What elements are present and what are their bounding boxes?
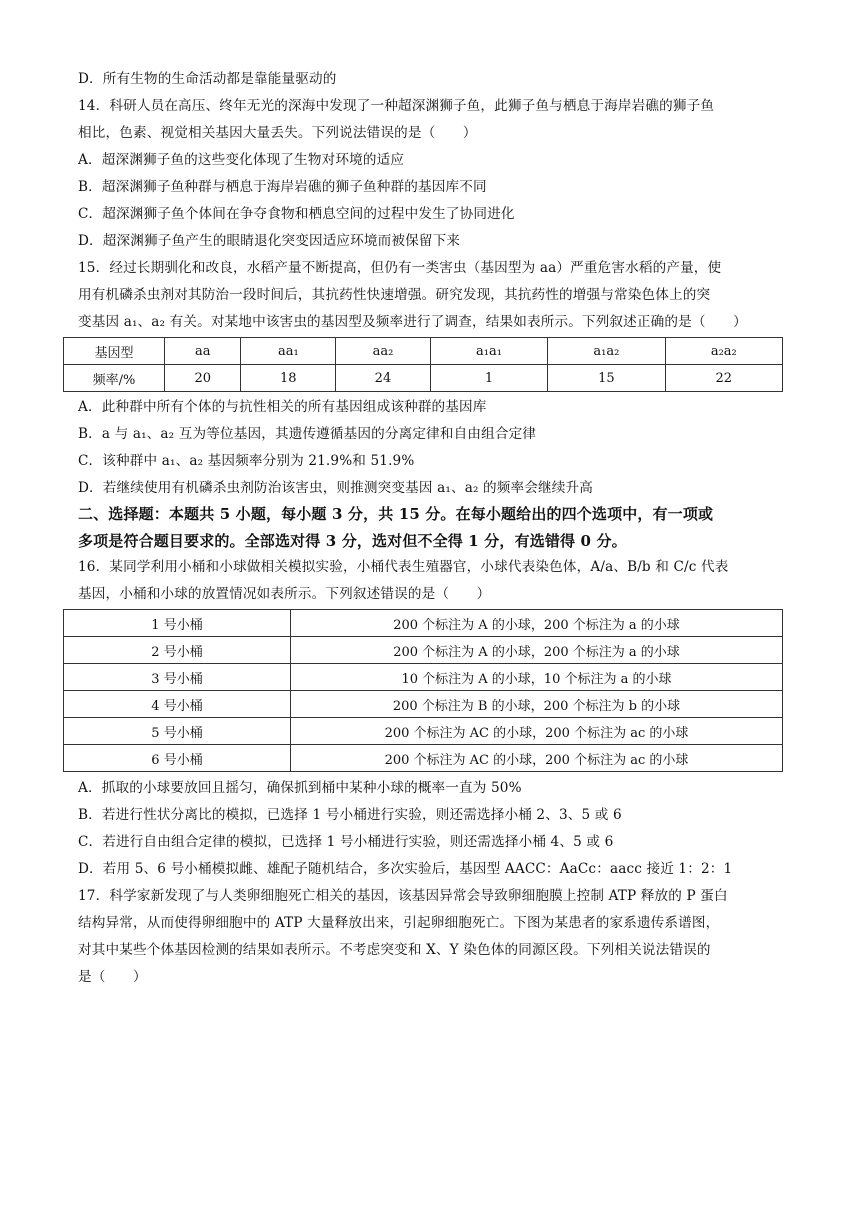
table-row [64, 637, 783, 664]
q16-option-c: C．若进行自由组合定律的模拟，已选择 1 号小桶进行实验，则还需选择小桶 4、5 或 6 [78, 834, 614, 850]
bucket-cell: 6 号小桶 [64, 745, 291, 772]
q15-option-d: D．若继续使用有机磷杀虫剂防治该害虫，则推测突变基因 a₁、a₂ 的频率会继续升高 [78, 480, 593, 496]
content-cell: 200 个标注为 A 的小球，200 个标注为 a 的小球 [291, 610, 783, 637]
frequency-cell: 18 [241, 365, 336, 392]
bucket-cell: 2 号小桶 [64, 637, 291, 664]
content-cell: 200 个标注为 AC 的小球，200 个标注为 ac 的小球 [291, 745, 783, 772]
content-cell: 200 个标注为 AC 的小球，200 个标注为 ac 的小球 [291, 718, 783, 745]
genotype-cell: a₁a₂ [548, 338, 665, 365]
q13-option-d: D．所有生物的生命活动都是靠能量驱动的 [78, 71, 337, 87]
table-row [64, 610, 783, 637]
q16-option-b: B．若进行性状分离比的模拟，已选择 1 号小桶进行实验，则还需选择小桶 2、3、5 或 6 [78, 807, 622, 823]
q14-option-a: A．超深渊狮子鱼的这些变化体现了生物对环境的适应 [78, 152, 405, 168]
q16-option-a: A．抓取的小球要放回且摇匀，确保抓到桶中某种小球的概率一直为 50% [78, 780, 522, 796]
section-2-heading-line-2: 多项是符合题目要求的。全部选对得 3 分，选对但不全得 1 分，有选错得 0 分。 [78, 532, 627, 550]
q17-stem-line-3: 对其中某些个体基因检测的结果如表所示。不考虑突变和 X、Y 染色体的同源区段。下列相关说法错误的 [78, 942, 711, 958]
q17-stem-line-4: 是（ ） [78, 969, 147, 985]
table-row [64, 338, 783, 365]
genotype-cell: aa₂ [336, 338, 431, 365]
q16-stem-line-2: 基因，小桶和小球的放置情况如表所示。下列叙述错误的是（ ） [78, 586, 491, 602]
q16-stem-line-1: 16．某同学利用小桶和小球做相关模拟实验，小桶代表生殖器官，小球代表染色体，A/a、B/b 和 C/c 代表 [78, 559, 729, 575]
bucket-cell: 1 号小桶 [64, 610, 291, 637]
q15-stem-line-2: 用有机磷杀虫剂对其防治一段时间后，其抗药性快速增强。研究发现，其抗药性的增强与常染色体上的突 [78, 287, 711, 303]
q17-stem-line-1: 17．科学家新发现了与人类卵细胞死亡相关的基因，该基因异常会导致卵细胞膜上控制 ATP 释放的 P 蛋白 [78, 888, 728, 904]
q14-option-b: B．超深渊狮子鱼种群与栖息于海岸岩礁的狮子鱼种群的基因库不同 [78, 179, 487, 195]
q16-option-d: D．若用 5、6 号小桶模拟雌、雄配子随机结合，多次实验后，基因型 AACC：AaCc：aacc 接近 1：2：1 [78, 861, 733, 877]
table-row [64, 718, 783, 745]
genotype-cell: a₂a₂ [665, 338, 782, 365]
section-2-heading-line-1: 二、选择题：本题共 5 小题，每小题 3 分，共 15 分。在每小题给出的四个选项中，有一项或 [78, 505, 714, 523]
content-cell: 200 个标注为 B 的小球，200 个标注为 b 的小球 [291, 691, 783, 718]
q15-stem-line-3: 变基因 a₁、a₂ 有关。对某地中该害虫的基因型及频率进行了调查，结果如表所示。下列叙述正确的是（ ） [78, 314, 747, 330]
q15-option-b: B．a 与 a₁、a₂ 互为等位基因，其遗传遵循基因的分离定律和自由组合定律 [78, 426, 537, 442]
q15-option-a: A．此种群中所有个体的与抗性相关的所有基因组成该种群的基因库 [78, 399, 487, 415]
q16-bucket-table [63, 609, 783, 772]
table-row [64, 691, 783, 718]
table-row [64, 365, 783, 392]
table-row [64, 745, 783, 772]
q14-option-c: C．超深渊狮子鱼个体间在争夺食物和栖息空间的过程中发生了协同进化 [78, 206, 515, 222]
q17-stem-line-2: 结构异常，从而使得卵细胞中的 ATP 大量释放出来，引起卵细胞死亡。下图为某患者的家系遗传系谱图， [78, 915, 720, 931]
content-cell: 10 个标注为 A 的小球，10 个标注为 a 的小球 [291, 664, 783, 691]
q15-genotype-table [63, 337, 783, 392]
q14-option-d: D．超深渊狮子鱼产生的眼睛退化突变因适应环境而被保留下来 [78, 233, 461, 249]
bucket-cell: 5 号小桶 [64, 718, 291, 745]
q15-option-c: C．该种群中 a₁、a₂ 基因频率分别为 21.9%和 51.9% [78, 453, 415, 469]
frequency-cell: 15 [548, 365, 665, 392]
genotype-cell: a₁a₁ [430, 338, 547, 365]
frequency-cell: 22 [665, 365, 782, 392]
frequency-cell: 20 [165, 365, 241, 392]
q14-stem-line-1: 14．科研人员在高压、终年无光的深海中发现了一种超深渊狮子鱼，此狮子鱼与栖息于海岸岩礁的狮子鱼 [78, 98, 715, 114]
frequency-cell: 24 [336, 365, 431, 392]
frequency-cell: 1 [430, 365, 547, 392]
bucket-cell: 3 号小桶 [64, 664, 291, 691]
bucket-cell: 4 号小桶 [64, 691, 291, 718]
genotype-header: 基因型 [64, 338, 165, 365]
genotype-cell: aa [165, 338, 241, 365]
table-row [64, 664, 783, 691]
q14-stem-line-2: 相比，色素、视觉相关基因大量丢失。下列说法错误的是（ ） [78, 125, 477, 141]
frequency-header: 频率/% [64, 365, 165, 392]
q15-stem-line-1: 15．经过长期驯化和改良，水稻产量不断提高，但仍有一类害虫（基因型为 aa）严重危害水稻的产量，使 [78, 260, 722, 276]
content-cell: 200 个标注为 A 的小球，200 个标注为 a 的小球 [291, 637, 783, 664]
genotype-cell: aa₁ [241, 338, 336, 365]
